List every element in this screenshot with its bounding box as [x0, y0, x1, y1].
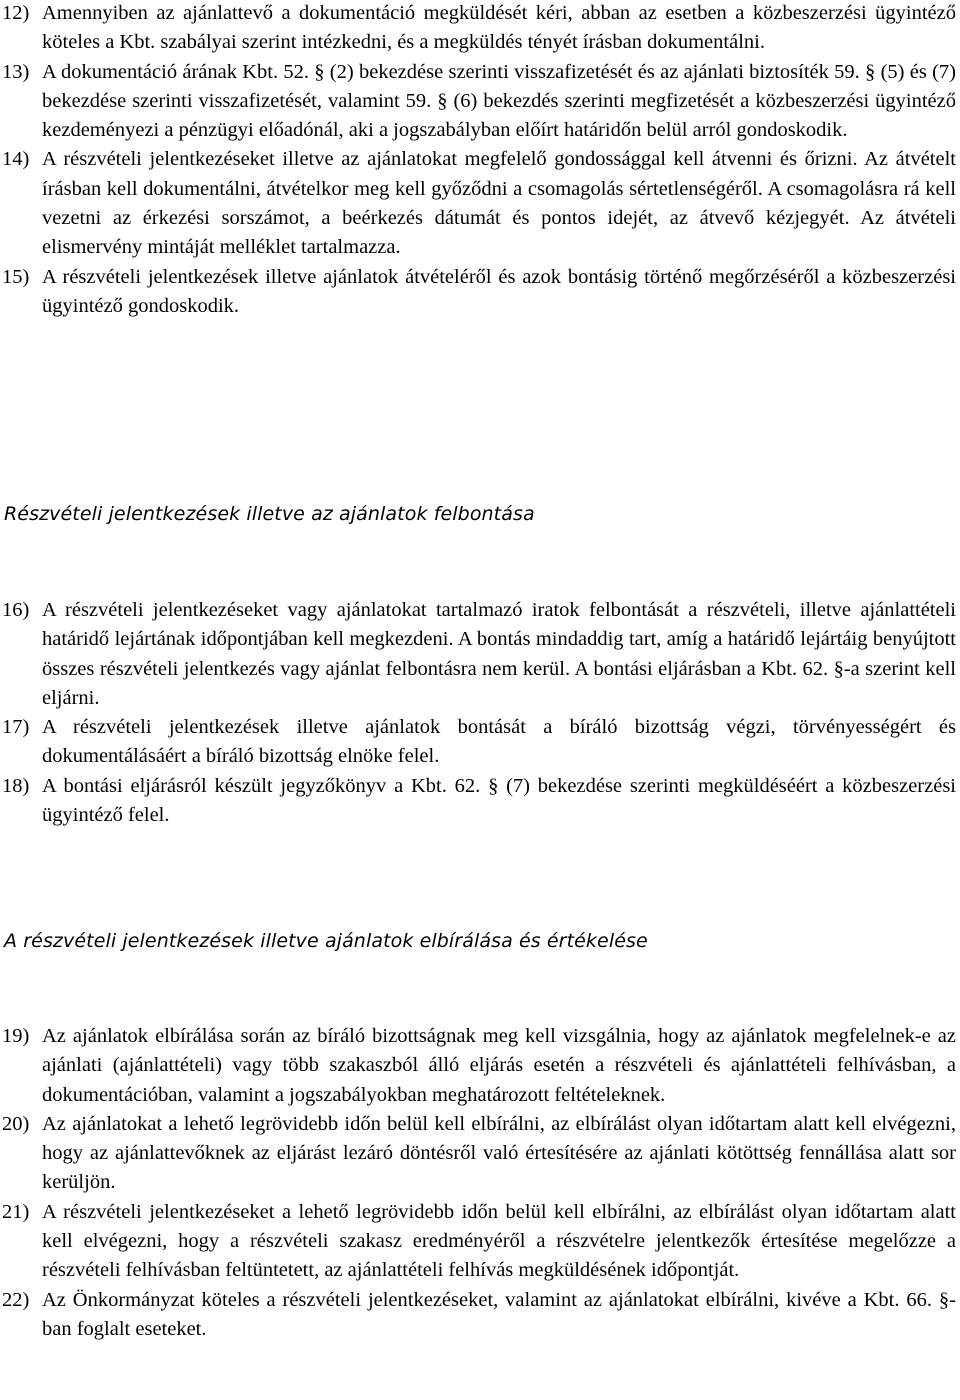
item-number: 12) — [2, 2, 30, 24]
section-heading-evaluation: A részvételi jelentkezések illetve ajánlatok elbírálása és értékelése — [4, 930, 648, 952]
item-text: A bontási eljárásról készült jegyzőkönyv a Kbt. 62. § (7) bekezdése szerinti megküldéséért a közbeszerzési ügyintéző felel. — [42, 774, 956, 827]
item-number: 19) — [2, 1025, 30, 1047]
item-number: 17) — [2, 716, 30, 739]
item-text: Az ajánlatok elbírálása során az bíráló bizottságnak meg kell vizsgálnia, hogy az ajánlatok megfelelnek-e az ajánlati (ajánlattételi) vagy több szakaszból álló eljárás esetén a részvételi és ajánlattételi felhívásban, a dokumentációban, valamint a jogszabályokban meghatározott feltételeknek. — [42, 1025, 956, 1106]
item-number: 18) — [2, 774, 30, 797]
paragraph-group-2 — [2, 596, 956, 830]
item-text: Az ajánlatokat a lehető legrövidebb időn belül kell elbírálni, az elbírálást olyan időtartam alatt kell elvégezni, hogy az ajánlattevőknek az eljárást lezáró döntésről való értesítésére az ajánlati kötöttség fennállása alatt sor kerüljön. — [42, 1112, 956, 1194]
list-item-18 — [2, 772, 956, 831]
item-number: 21) — [2, 1200, 30, 1223]
item-number: 20) — [2, 1112, 30, 1135]
item-number: 22) — [2, 1288, 30, 1311]
item-text: A dokumentáció árának Kbt. 52. § (2) bekezdése szerinti visszafizetését és az ajánlati biztosíték 59. § (5) és (7) bekezdése szerinti visszafizetését, valamint 59. § (6) bekezdés szerinti megfizetését a közbeszerzési ügyintéző kezdeményezi a pénzügyi előadónál, aki a jogszabályban előírt határidőn belül arról gondoskodik. — [42, 60, 956, 142]
list-item-14 — [2, 145, 956, 262]
paragraph-group-1 — [2, 0, 956, 321]
paragraph-group-3 — [2, 1022, 956, 1344]
list-item-22 — [2, 1286, 956, 1345]
item-text: A részvételi jelentkezéseket vagy ajánlatokat tartalmazó iratok felbontását a részvételi, illetve ajánlattételi határidő lejártának időpontjában kell megkezdeni. A bontás mindaddig tart, amíg a határidő lejártáig benyújtott összes részvételi jelentkezés vagy ajánlat felbontásra nem kerül. A bontási eljárásban a Kbt. 62. §-a szerint kell eljárni. — [42, 599, 956, 709]
item-text: A részvételi jelentkezések illetve ajánlatok átvételéről és azok bontásig történő megőrzéséről a közbeszerzési ügyintéző gondoskodik. — [42, 265, 956, 317]
item-text: Az Önkormányzat köteles a részvételi jelentkezéseket, valamint az ajánlatokat elbírálni, kivéve a Kbt. 66. §-ban foglalt eseteket. — [42, 1288, 956, 1340]
list-item-21 — [2, 1198, 956, 1286]
list-item-19 — [2, 1022, 956, 1110]
item-text: A részvételi jelentkezéseket a lehető legrövidebb időn belül kell elbírálni, az elbírálást olyan időtartam alatt kell elvégezni, hogy a részvételi szakasz eredményéről a részvételre jelentkezők értesítése megelőzze a részvételi felhívásban feltüntetett, az ajánlattételi felhívás megküldésének időpontját. — [42, 1200, 956, 1282]
list-item-16 — [2, 596, 956, 713]
item-text: A részvételi jelentkezéseket illetve az ajánlatokat megfelelő gondossággal kell átvenni és őrizni. Az átvételt írásban kell dokumentálni, átvételkor meg kell győződni a csomagolás sértetlenségéről. A csomagolásra rá kell vezetni az érkezési sorszámot, a beérkezés dátumát és pontos idejét, az átvevő kézjegyét. Az átvételi elismervény mintáját melléklet tartalmazza. — [42, 148, 956, 259]
item-number: 16) — [2, 599, 30, 621]
item-text: A részvételi jelentkezések illetve ajánlatok bontását a bíráló bizottság végzi, törvényességért és dokumentálásáért a bíráló bizottság elnöke felel. — [42, 716, 956, 768]
section-heading-opening: Részvételi jelentkezések illetve az ajánlatok felbontása — [4, 503, 535, 525]
list-item-15 — [2, 263, 956, 322]
list-item-20 — [2, 1110, 956, 1198]
list-item-12 — [2, 0, 956, 58]
item-text: Amennyiben az ajánlattevő a dokumentáció megküldését kéri, abban az esetben a közbeszerzési ügyintéző köteles a Kbt. szabályai szerint intézkedni, és a megküldés tényét írásban dokumentálni. — [42, 2, 956, 54]
item-number: 13) — [2, 60, 30, 83]
list-item-13 — [2, 58, 956, 146]
item-number: 15) — [2, 265, 30, 288]
item-number: 14) — [2, 148, 30, 171]
list-item-17 — [2, 713, 956, 772]
